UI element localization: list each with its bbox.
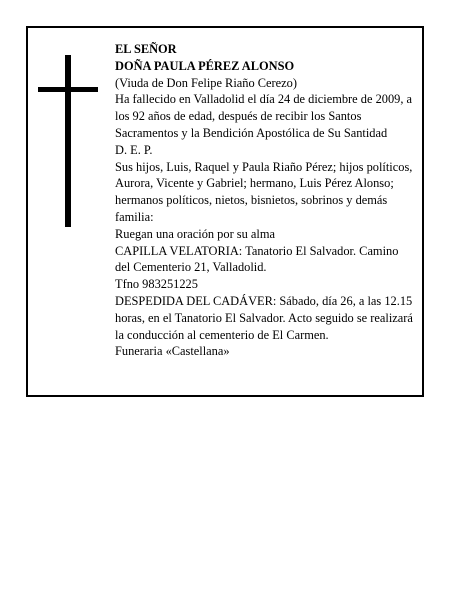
family-list: Sus hijos, Luis, Raquel y Paula Riaño Pérez; hijos políticos, Aurora, Vicente y Gabriel; hermano, Luis Pérez Alonso; hermanos políticos, nietos, bisnietos, sobrinos y demás familia: <box>115 159 413 224</box>
obituary-text <box>115 41 415 360</box>
prayer-request: Ruegan una oración por su alma <box>115 226 275 241</box>
obituary-notice <box>26 26 424 397</box>
chapel-info: CAPILLA VELATORIA: Tanatorio El Salvador. Camino del Cementerio 21, Valladolid. <box>115 243 399 275</box>
cross-icon <box>38 55 98 227</box>
cross-horizontal-bar <box>38 87 98 92</box>
rip-line: D. E. P. <box>115 142 153 157</box>
obituary-title: EL SEÑOR <box>115 42 177 56</box>
cross-vertical-bar <box>65 55 71 227</box>
phone-number: Tfno 983251225 <box>115 277 198 292</box>
death-announcement: Ha fallecido en Valladolid el día 24 de diciembre de 2009, a los 92 años de edad, después de recibir los Santos Sacramentos y la Bendición Apostólica de Su Santidad <box>115 92 413 140</box>
deceased-name: DOÑA PAULA PÉREZ ALONSO <box>115 58 295 73</box>
widow-line: (Viuda de Don Felipe Riaño Cerezo) <box>115 75 297 90</box>
farewell-info: DESPEDIDA DEL CADÁVER: Sábado, día 26, a las 12.15 horas, en el Tanatorio El Salvador. Acto seguido se realizará la conducción al cementerio de El Carmen. <box>115 293 413 342</box>
funeral-home: Funeraria «Castellana» <box>115 344 230 359</box>
